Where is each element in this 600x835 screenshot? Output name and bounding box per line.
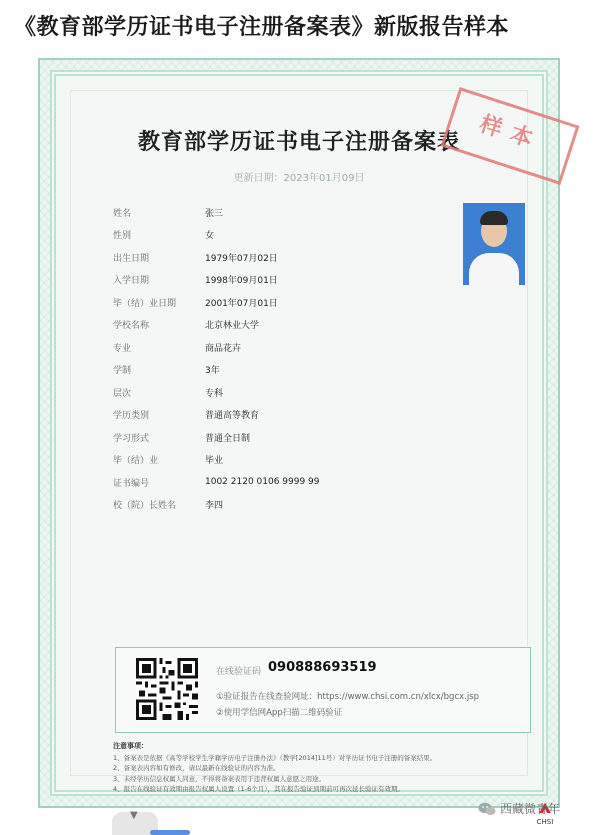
notes-section <box>113 741 543 795</box>
verification-url-line: ①验证报告在线查验网址：https://www.chsi.com.cn/xlcx/bgcx.jsp <box>216 692 480 702</box>
note-item: 4、报告在线验证有效期由报告权属人设置（1-6个月），其在报告验证到期前可再次延长验证有效期。 <box>113 785 405 793</box>
qr-code-icon[interactable] <box>136 658 198 720</box>
watermark-text: 西藏微青年 <box>500 802 561 816</box>
bottom-indicator <box>150 830 190 835</box>
field-label: 专业 <box>113 343 132 354</box>
field-value: 1002 2120 0106 9999 99 <box>205 477 320 488</box>
info-row-birth-date <box>113 246 413 269</box>
field-value: 女 <box>205 231 215 242</box>
wechat-watermark <box>478 800 560 817</box>
student-photo <box>463 203 525 285</box>
verification-code: 090888693519 <box>268 660 377 675</box>
info-row-name <box>113 201 413 224</box>
info-row-graduation-date <box>113 291 413 314</box>
field-value: 专科 <box>205 388 224 399</box>
info-row-major <box>113 336 413 359</box>
field-value: 普通高等教育 <box>205 411 260 422</box>
field-label: 学制 <box>113 366 132 377</box>
verification-code-label: 在线验证码 <box>216 667 262 677</box>
field-value: 商品花卉 <box>205 343 242 354</box>
field-label: 学习形式 <box>113 433 150 444</box>
sample-stamp: 样本 <box>441 87 580 185</box>
chevron-down-icon: ▼ <box>130 810 138 821</box>
field-label: 毕（结）业日期 <box>113 298 177 309</box>
field-value: 1998年09月01日 <box>205 276 278 287</box>
field-label: 学校名称 <box>113 321 150 332</box>
info-row-duration <box>113 359 413 382</box>
info-row-education-type <box>113 404 413 427</box>
field-value: 李四 <box>205 501 224 512</box>
student-info-list <box>113 201 413 516</box>
field-value: 毕业 <box>205 456 224 467</box>
field-value: 北京林业大学 <box>205 321 260 332</box>
wechat-icon <box>478 802 496 816</box>
field-value: 张三 <box>205 208 224 219</box>
field-label: 出生日期 <box>113 253 150 264</box>
info-row-study-mode <box>113 426 413 449</box>
field-value: 3年 <box>205 366 220 377</box>
verification-box <box>115 647 531 733</box>
field-label: 毕（结）业 <box>113 456 159 467</box>
field-label: 学历类别 <box>113 411 150 422</box>
info-row-completion <box>113 449 413 472</box>
note-item: 2、备案表内容如有修改，请以最新在线验证的内容为准。 <box>113 764 280 772</box>
verification-app-line: ②使用学信网App扫描二维码验证 <box>216 708 343 718</box>
field-label: 层次 <box>113 388 132 399</box>
field-label: 校（院）长姓名 <box>113 501 177 512</box>
info-row-enroll-date <box>113 269 413 292</box>
note-item: 3、未经学历信息权属人同意，不得将备案表用于违背权属人意愿之用途。 <box>113 774 326 783</box>
field-value: 普通全日制 <box>205 433 251 444</box>
field-value: 1979年07月02日 <box>205 253 278 264</box>
update-date: 更新日期：2023年01月09日 <box>233 173 365 184</box>
field-value: 2001年07月01日 <box>205 298 278 309</box>
notes-heading: 注意事项： <box>113 742 148 750</box>
note-item: 1、备案表是依据《高等学校学生学籍学历电子注册办法》（教学[2014]11号）对学历证书电子注册的备案结果。 <box>113 753 437 762</box>
field-label: 入学日期 <box>113 276 150 287</box>
page-heading: 《教育部学历证书电子注册备案表》新版报告样本 <box>14 15 510 40</box>
field-label: 性别 <box>113 231 132 242</box>
info-row-school <box>113 314 413 337</box>
info-row-certificate-number <box>113 471 413 494</box>
info-row-level <box>113 381 413 404</box>
field-label: 姓名 <box>113 208 132 219</box>
certificate-title: 教育部学历证书电子注册备案表 <box>137 130 460 155</box>
chsi-logo-text: CHSI <box>536 818 554 826</box>
info-row-president-name <box>113 494 413 517</box>
field-label: 证书编号 <box>113 478 150 489</box>
info-row-gender <box>113 224 413 247</box>
